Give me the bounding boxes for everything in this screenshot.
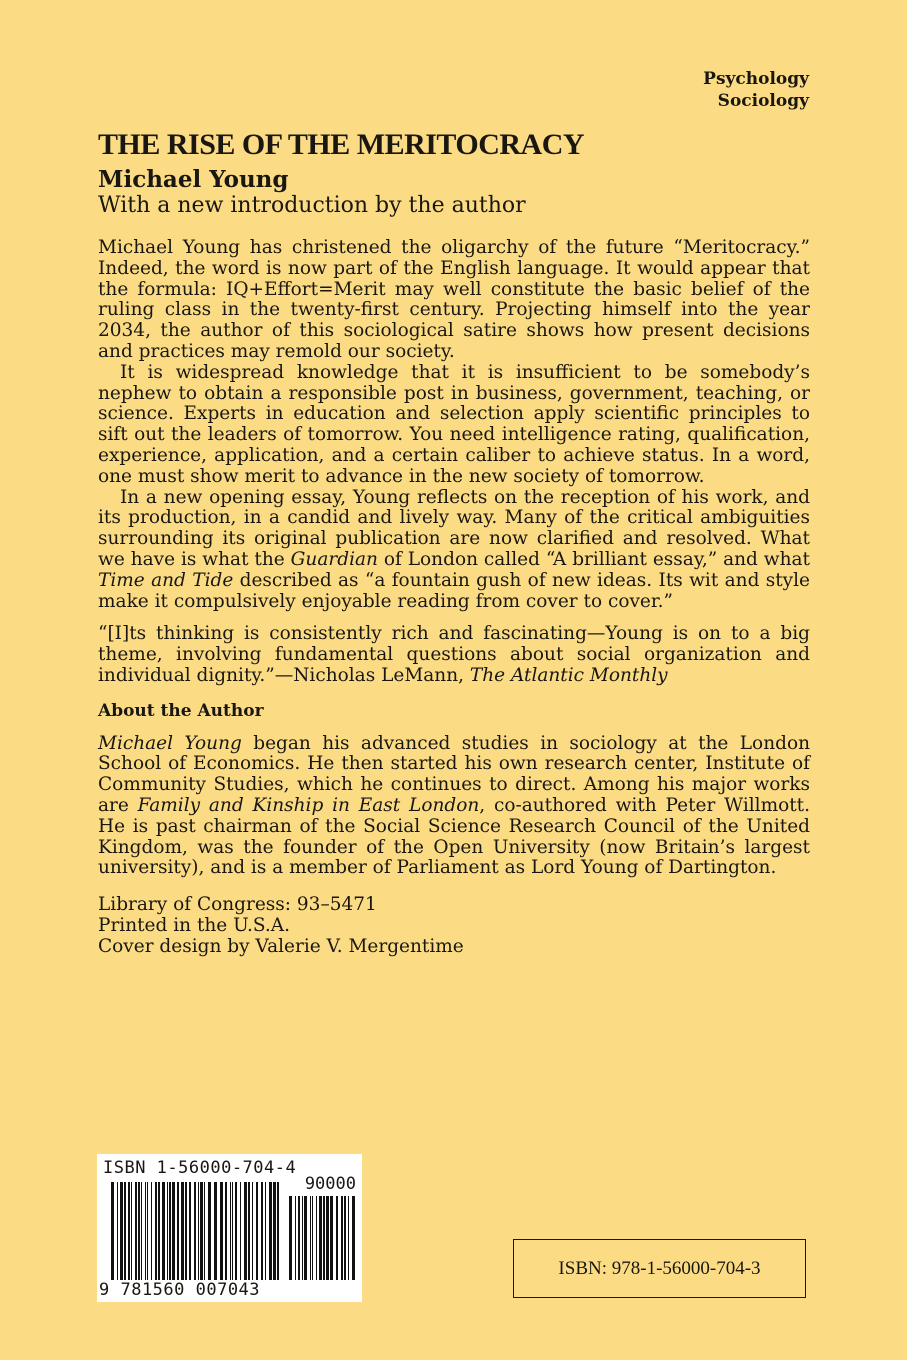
barcode-bar	[244, 1182, 247, 1280]
barcode-bar	[336, 1196, 338, 1280]
barcode-bar	[220, 1182, 223, 1280]
barcode-main-bars	[111, 1182, 283, 1280]
barcode-bar	[312, 1196, 313, 1280]
barcode-bar	[352, 1196, 355, 1280]
barcode-bar	[326, 1196, 329, 1280]
credit-design: Cover design by Valerie V. Mergentime	[98, 935, 464, 957]
barcode-bar	[232, 1182, 233, 1280]
about-book: Family and Kinship in East London	[137, 794, 480, 816]
barcode-bar	[298, 1196, 300, 1280]
about-author-text: Michael Young began his advanced studies in sociology at the London School of Economics. He then started his own research center, Institute of Community Studies, which he continues to direct. Among his major works are Family and Kinship in East London, co-authored with Peter Willmott. He is past chairman of the Social Science Research Council of the United Kingdom, was the founder of the Open University (now Britain’s largest university), and is a member of Parliament as Lord Young of Dartington.	[98, 732, 810, 879]
barcode-bar	[310, 1196, 311, 1280]
barcode-bar	[261, 1182, 263, 1280]
barcode-bar	[120, 1182, 123, 1280]
barcode-bar	[265, 1182, 266, 1280]
barcode-bar	[225, 1182, 227, 1280]
subtitle: With a new introduction by the author	[98, 193, 526, 218]
barcode-bar	[189, 1182, 191, 1280]
barcode-bar	[200, 1182, 203, 1280]
credit-printed: Printed in the U.S.A.	[98, 914, 291, 936]
barcode-bar	[273, 1182, 276, 1280]
barcode-bar	[235, 1182, 237, 1280]
barcode-digits: 9 781560 007043	[99, 1280, 261, 1300]
barcode-bar	[167, 1182, 168, 1280]
barcode-bar	[138, 1182, 140, 1280]
barcode-bar	[208, 1182, 211, 1280]
barcode-bar	[117, 1182, 118, 1280]
barcode-price-code: 90000	[304, 1174, 356, 1194]
barcode-bar	[252, 1182, 253, 1280]
book-title: THE RISE OF THE MERITOCRACY	[98, 128, 585, 161]
barcode-bar	[269, 1182, 272, 1280]
blurb	[98, 238, 810, 958]
barcode-bar	[172, 1182, 175, 1280]
barcode-bar	[204, 1182, 205, 1280]
barcode-bar	[181, 1182, 184, 1280]
review-quote: “[I]ts thinking is consistently rich and fascinating—Young is on to a big theme, involving fundamental questions about social organization and individual dignity.”—Nicholas LeMann, The Atlantic Monthly	[98, 623, 810, 686]
barcode-bar	[214, 1182, 217, 1280]
barcode-addon-bars	[289, 1196, 355, 1280]
credit-loc: Library of Congress: 93–5471	[98, 894, 377, 916]
barcode-bar	[169, 1182, 171, 1280]
barcode-bar	[155, 1182, 157, 1280]
barcode-bar	[348, 1196, 349, 1280]
barcode-bar	[124, 1182, 126, 1280]
barcode-bar	[256, 1182, 258, 1280]
subject-categories	[703, 68, 809, 112]
barcode-bar	[316, 1196, 317, 1280]
barcode-bar	[158, 1182, 160, 1280]
barcode-isbn-text: ISBN 1-56000-704-4	[103, 1158, 297, 1178]
barcode-bar	[151, 1182, 152, 1280]
author-name: Michael Young	[98, 166, 289, 193]
barcode-bar	[135, 1182, 137, 1280]
barcode-bar	[131, 1182, 132, 1280]
barcode-bar	[295, 1196, 296, 1280]
barcode-bar	[128, 1182, 130, 1280]
barcode-bar	[198, 1182, 199, 1280]
paragraph-1: Michael Young has christened the oligarchy of the future “Meritocracy.” Indeed, the word is now part of the English language. It would appear that the formula: IQ+Effort=Merit may well constitute the basic belief of the ruling class in the twenty-first century. Projecting himself into the year 2034, the author of this sociological satire shows how present decisions and practices may remold our society.	[98, 237, 810, 362]
barcode-bar	[344, 1196, 346, 1280]
barcode-bar	[302, 1196, 303, 1280]
barcode-bar	[177, 1182, 179, 1280]
barcode-bar	[194, 1182, 196, 1280]
barcode-bar	[248, 1182, 250, 1280]
paragraph-3: In a new opening essay, Young reflects on the reception of his work, and its production, in a candid and lively way. Many of the critical ambiguities surrounding its original publication are now clarified and resolved. What we have is what the Guardian of London called “A brilliant essay,” and what Time and Tide described as “a fountain gush of new ideas. Its wit and style make it compulsively enjoyable reading from cover to cover.”	[98, 486, 810, 612]
barcode-bar	[230, 1182, 231, 1280]
barcode-bar	[162, 1182, 165, 1280]
about-name: Michael Young	[98, 732, 242, 754]
paragraph-2: It is widespread knowledge that it is insufficient to be somebody’s nephew to obtain a responsible post in business, government, teaching, or science. Experts in education and selection apply scientific principles to sift out the leaders of tomorrow. You need intelligence rating, qualification, experience, application, and a certain caliber to achieve status. In a word, one must show merit to advance in the new society of tomorrow.	[98, 361, 810, 487]
barcode-bar	[341, 1196, 343, 1280]
isbn-label: ISBN: 978-1-56000-704-3	[513, 1239, 806, 1298]
barcode-bar	[185, 1182, 187, 1280]
barcode-bar	[289, 1196, 292, 1280]
barcode-bar	[304, 1196, 307, 1280]
category-sociology: Sociology	[717, 91, 809, 111]
barcode-bar	[147, 1182, 148, 1280]
credits	[98, 895, 810, 957]
barcode-bar	[277, 1182, 279, 1280]
barcode-bar	[111, 1182, 114, 1280]
about-heading: About the Author	[98, 700, 264, 721]
category-psychology: Psychology	[703, 69, 809, 89]
barcode-bar	[323, 1196, 325, 1280]
quote-source: The Atlantic Monthly	[469, 664, 668, 686]
barcode-bar	[240, 1182, 241, 1280]
barcode-bar	[319, 1196, 322, 1280]
barcode-bar	[330, 1196, 333, 1280]
barcode-bar	[145, 1182, 146, 1280]
barcode-bar	[141, 1182, 142, 1280]
guardian-title: Guardian	[290, 548, 378, 570]
time-and-tide-title: Time and Tide	[98, 569, 234, 591]
barcode	[97, 1154, 362, 1302]
